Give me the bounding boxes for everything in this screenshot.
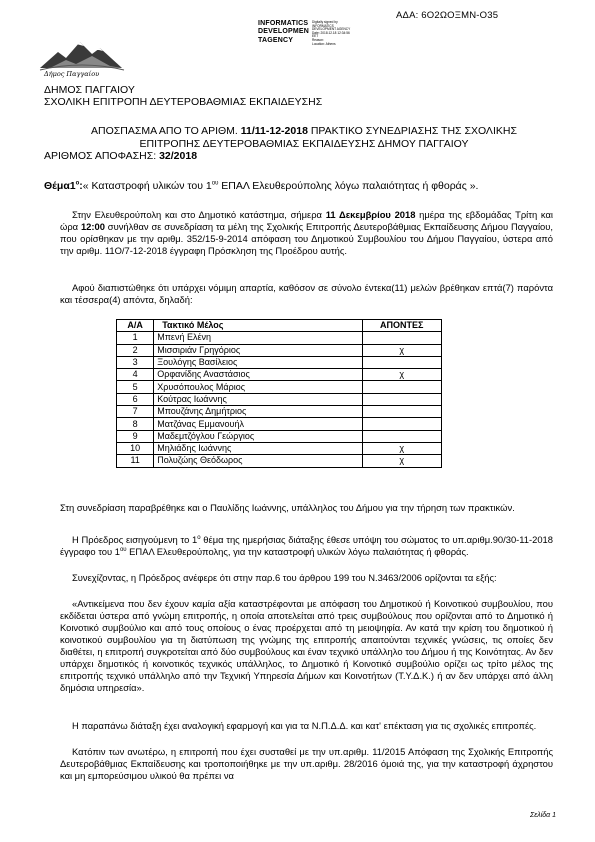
stamp-side-line: DEVELOPMENT AGENCY: [312, 27, 351, 32]
col-header-absent: ΑΠΟΝΤΕΣ: [362, 320, 442, 332]
member-name: Μισσιριάν Γρηγόριος: [154, 344, 362, 356]
absent-mark: χ: [362, 442, 442, 454]
organization-header: [44, 84, 322, 108]
member-name: Ματζάνας Εμμανουήλ: [154, 418, 362, 430]
table-row: [117, 442, 442, 454]
row-num: 11: [117, 455, 154, 467]
paragraph-law-intro: [60, 572, 553, 584]
member-name: Μπουζάνης Δημήτριος: [154, 406, 362, 418]
table-row: [117, 393, 442, 405]
absent-mark: [362, 332, 442, 344]
subject-text-b: ΕΠΑΛ Ελευθερούπολης λόγω παλαιότητας ή φθοράς ».: [218, 180, 479, 192]
meeting-time: 12:00: [80, 221, 105, 232]
member-name: Ξουλόγης Βασίλειος: [154, 356, 362, 368]
paragraph-analogy: [60, 720, 553, 732]
stamp-side-line: Digitally signed by: [312, 20, 338, 24]
row-num: 2: [117, 344, 154, 356]
stamp-side-line: Reason:: [312, 37, 324, 42]
member-name: Χρυσόπουλος Μάριος: [154, 381, 362, 393]
subject-sup: ο: [75, 180, 80, 187]
stamp-side-line: INFORMATICS: [312, 23, 334, 28]
table-row: [117, 332, 442, 344]
committee-name: ΣΧΟΛΙΚΗ ΕΠΙΤΡΟΠΗ ΔΕΥΤΕΡΟΒΑΘΜΙΑΣ ΕΚΠΑΙΔΕΥΣΗΣ: [44, 96, 323, 108]
absent-mark: [362, 381, 442, 393]
paragraph-clerk: [60, 502, 553, 514]
subject-line: [44, 180, 564, 192]
para5-text: Συνεχίζοντας, η Πρόεδρος ανέφερε ότι στην παρ.6 του άρθρου 199 του Ν.3463/2006 ορίζονται τα εξής:: [72, 572, 497, 583]
table-header-row: [117, 320, 442, 332]
absent-mark: [362, 418, 442, 430]
stamp-line: DEVELOPMEN: [258, 28, 310, 36]
paragraph-quorum: [60, 282, 553, 306]
table-row: [117, 455, 442, 467]
meeting-date: 11 Δεκεμβρίου 2018: [325, 209, 416, 220]
page-number: Σελίδα 1: [530, 812, 556, 819]
para4-sup1: ο: [197, 534, 201, 541]
row-num: 9: [117, 430, 154, 442]
para1-a: Στην Ελευθερούπολη και στο Δημοτικό κατάστημα, σήμερα: [72, 209, 326, 220]
para4-a: Η Πρόεδρος εισηγούμενη το 1: [72, 534, 198, 545]
para1-c: συνήλθαν σε συνεδρίαση τα μέλη της Σχολικής Επιτροπής Δευτεροβάθμιας Εκπαίδευσης Δήμου Παγγαίου, που ορίσθηκαν με την αριθμ. 352/15-9-2014 απόφαση του Δημοτικού Συμβουλίου του Δήμου Παγγαίου, ύστερα από την αριθμ. 11Ο/7-12-2018 έγγραφη Πρόσκληση της Προέδρου αυτής.: [60, 221, 553, 256]
col-header-member: Τακτικό Μέλος: [154, 320, 362, 332]
excerpt-suffix: ΠΡΑΚΤΙΚΟ ΣΥΝΕΔΡΙΑΣΗΣ ΤΗΣ ΣΧΟΛΙΚΗΣ: [307, 125, 517, 137]
table-row: [117, 418, 442, 430]
municipality-name: ΔΗΜΟΣ ΠΑΓΓΑΙΟΥ: [44, 84, 135, 96]
decision-number-line: [44, 150, 564, 163]
para7-text: Η παραπάνω διάταξη έχει αναλογική εφαρμογή και για τα Ν.Π.Δ.Δ. και κατ' επέκταση για τις σχολικές επιτροπές.: [72, 720, 537, 731]
absent-mark: χ: [362, 455, 442, 467]
decision-label: ΑΡΙΘΜΟΣ ΑΠΟΦΑΣΗΣ:: [44, 150, 160, 162]
row-num: 7: [117, 406, 154, 418]
absent-mark: [362, 393, 442, 405]
excerpt-line-2: ΕΠΙΤΡΟΠΗΣ ΔΕΥΤΕΡΟΒΑΘΜΙΑΣ ΕΚΠΑΙΔΕΥΣΗΣ ΔΗΜΟΥ ΠΑΓΓΑΙΟΥ: [139, 137, 469, 150]
paragraph-law-quote: [60, 598, 553, 694]
member-name: Μηλιάδης Ιωάννης: [154, 442, 362, 454]
para8-text: Κατόπιν των ανωτέρω, η επιτροπή που έχει συσταθεί με την υπ.αριθμ. 11/2015 Απόφαση της Σχολικής Επιτροπής Δευτεροβάθμιας Εκπαίδευσης και τροποποιήθηκε με την υπ.αριθμ. 28/2016 όμοιά της, για την καταστροφή άχρηστου και μη εμπορεύσιμου υλικού θα πρέπει να: [60, 746, 553, 781]
subject-colon: :: [79, 180, 83, 192]
para3-text: Στη συνεδρίαση παραβρέθηκε και ο Παυλίδης Ιωάννης, υπάλληλος του Δήμου για την τήρηση των πρακτικών.: [60, 502, 515, 513]
row-num: 5: [117, 381, 154, 393]
row-num: 10: [117, 442, 154, 454]
table-row: [117, 406, 442, 418]
decision-number: 32/2018: [159, 150, 198, 162]
para6-text: «Αντικείμενα που δεν έχουν καμία αξία καταστρέφονται με απόφαση του Δημοτικού ή Κοινοτικού συμβουλίου, που εκδίδεται ύστερα από γνώμη επιτροπής, η οποία αποτελείται από τρεις συμβούλους που ορίζονται από το Δημοτικό ή Κοινοτικό συμβούλιο και από τους οποίους ο ένας προέρχεται από τη μειοψηφία. Αν κατά την κρίση του δημοτικού ή κοινοτικού συμβουλίου για τη διατύπωση της γνώμης της επιτροπής απαιτούνται τεχνικές γνώσεις, τις οποίες δεν διαθέτει, η επιτροπή συγκροτείται από δύο συμβούλους και έναν τεχνικό υπάλληλο του Δήμου ή της Κοινότητας. Αν δεν υπάρχει δημοτικός ή κοινοτικός τεχνικός υπάλληλος, το Δημοτικό ή Κοινοτικό συμβούλιο ορίζει ως τρίτο μέλος της επιτροπής τεχνικό υπάλληλο από την Τεχνική Υπηρεσία Δήμων και Κοινοτήτων (Τ.Υ.Δ.Κ.) ή αν δεν υπάρχει από άλλη δημόσια υπηρεσία».: [60, 598, 553, 693]
member-name: Μπενή Ελένη: [154, 332, 362, 344]
col-header-num: Α/Α: [117, 320, 154, 332]
para4-c: ΕΠΑΛ Ελευθερούπολης, για την καταστροφή υλικών λόγω παλαιότητας ή φθοράς.: [126, 546, 469, 557]
stamp-main-text: [258, 20, 309, 45]
member-name: Ορφανίδης Αναστάσιος: [154, 369, 362, 381]
excerpt-prefix: ΑΠΟΣΠΑΣΜΑ ΑΠΟ ΤΟ ΑΡΙΘΜ.: [91, 125, 241, 137]
table-row: [117, 369, 442, 381]
table-row: [117, 356, 442, 368]
row-num: 6: [117, 393, 154, 405]
member-name: Μαδεμτζόγλου Γεώργιος: [154, 430, 362, 442]
member-name: Πολυζώης Θεόδωρος: [154, 455, 362, 467]
row-num: 4: [117, 369, 154, 381]
para4-b: θέμα της ημερήσιας διάταξης έθεσε υπόψη του σώματος το υπ.αριθμ.90/30-11-2018 έγγραφο του 1: [60, 534, 553, 557]
logo-caption: Δήμος Παγγαίου: [44, 70, 100, 78]
row-num: 3: [117, 356, 154, 368]
member-name: Κούτρας Ιωάννης: [154, 393, 362, 405]
stamp-line: TAGENCY: [258, 36, 294, 44]
row-num: 1: [117, 332, 154, 344]
absent-mark: [362, 356, 442, 368]
paragraph-opening: [60, 209, 553, 257]
stamp-side-line: Location: Athens: [312, 41, 336, 46]
stamp-side-line: Date: 2018.12.18 12:34:56: [312, 30, 350, 35]
absent-mark: χ: [362, 344, 442, 356]
paragraph-committee: [60, 746, 553, 782]
subject-text-a: « Καταστροφή υλικών του 1: [82, 180, 212, 192]
excerpt-line-1: [44, 125, 564, 138]
para2-text: Αφού διαπιστώθηκε ότι υπάρχει νόμιμη απαρτία, καθόσον σε σύνολο έντεκα(11) μελών βρέθηκαν επτά(7) παρόντα και τέσσερα(4) απόντα, δηλαδή:: [60, 282, 553, 305]
paragraph-proposal: [60, 534, 553, 558]
table-row: [117, 430, 442, 442]
table-row: [117, 344, 442, 356]
subject-label: Θέμα1: [44, 180, 76, 192]
absent-mark: χ: [362, 369, 442, 381]
table-row: [117, 381, 442, 393]
stamp-side-text: [312, 21, 350, 46]
absent-mark: [362, 430, 442, 442]
absent-mark: [362, 406, 442, 418]
para4-sup2: ου: [119, 546, 127, 553]
ada-code: ΑΔΑ: 6Ο2ΩΟΞΜΝ-Ο35: [396, 10, 499, 21]
row-num: 8: [117, 418, 154, 430]
excerpt-header: [44, 125, 564, 163]
subject-sup2: ου: [211, 180, 219, 187]
para1-b: ημέρα της εβδομάδας Τρίτη και ώρα: [60, 209, 553, 232]
stamp-side-line: EET: [312, 34, 319, 39]
members-table: [116, 319, 442, 468]
minutes-number: 11/11-12-2018: [240, 125, 308, 137]
stamp-line: INFORMATICS: [258, 20, 309, 27]
